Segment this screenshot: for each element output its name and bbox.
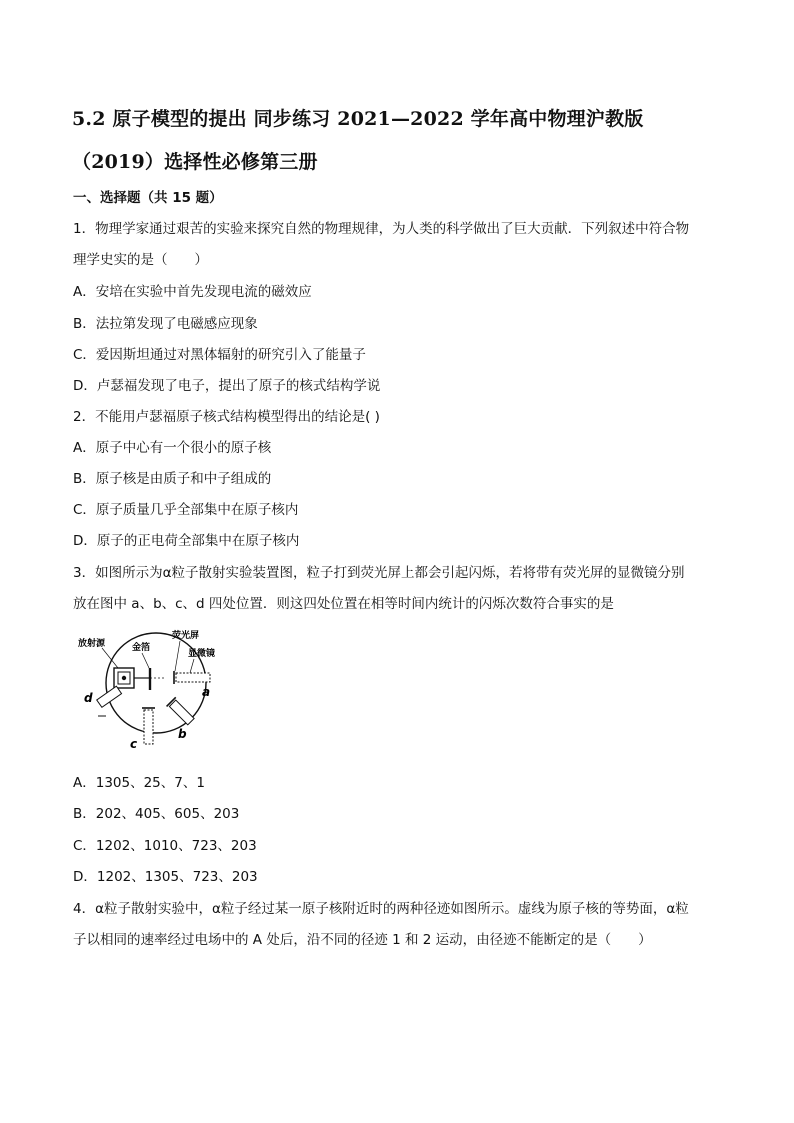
position-letter-c: c	[130, 737, 138, 750]
q2-option-b: B．原子核是由质子和中子组成的	[73, 471, 272, 487]
microscope-leader-line	[190, 659, 194, 673]
q1-option-b: B．法拉第发现了电磁感应现象	[73, 316, 258, 332]
document-title-line-2: （2019）选择性必修第三册	[72, 151, 318, 173]
microscope-a	[176, 673, 210, 682]
q3-option-c: C．1202、1010、723、203	[73, 838, 257, 854]
q2-option-a: A．原子中心有一个很小的原子核	[73, 440, 272, 456]
alpha-scattering-apparatus-figure	[76, 628, 236, 750]
screen-leader-line	[175, 641, 180, 671]
foil-leader-line	[142, 653, 149, 668]
q2-option-c: C．原子质量几乎全部集中在原子核内	[73, 502, 299, 518]
q3-option-d: D．1202、1305、723、203	[73, 869, 258, 885]
q1-stem-line-1: 1．物理学家通过艰苦的实验来探究自然的物理规律，为人类的科学做出了巨大贡献．下列叙述中符合物	[73, 221, 690, 237]
position-letter-a: a	[202, 685, 211, 699]
q2-option-d: D．原子的正电荷全部集中在原子核内	[73, 533, 300, 549]
q4-stem-line-2: 子以相同的速率经过电场中的 A 处后，沿不同的径迹 1 和 2 运动，由径迹不能断定的是（ ）	[73, 932, 652, 948]
q3-stem-line-2: 放在图中 a、b、c、d 四处位置．则这四处位置在相等时间内统计的闪烁次数符合事实的是	[73, 596, 614, 612]
q3-stem-line-1: 3．如图所示为α粒子散射实验装置图，粒子打到荧光屏上都会引起闪烁，若将带有荧光屏的显微镜分别	[73, 565, 685, 581]
label-fluorescent-screen: 荧光屏	[172, 631, 200, 641]
q1-option-a: A．安培在实验中首先发现电流的磁效应	[73, 284, 312, 300]
q3-option-b: B．202、405、605、203	[73, 806, 240, 822]
radioactive-source-dot	[122, 676, 126, 680]
label-radioactive-source: 放射源	[78, 639, 106, 649]
microscope-d	[97, 686, 122, 707]
q1-option-c: C．爱因斯坦通过对黑体辐射的研究引入了能量子	[73, 347, 366, 363]
microscope-b	[167, 697, 196, 726]
label-microscope: 显微镜	[188, 649, 216, 659]
label-gold-foil: 金箔	[132, 643, 151, 653]
q1-stem-line-2: 理学史实的是（ ）	[73, 252, 208, 268]
position-letter-b: b	[178, 727, 187, 741]
q2-stem: 2．不能用卢瑟福原子核式结构模型得出的结论是( )	[73, 409, 380, 425]
section-heading: 一、选择题（共 15 题）	[73, 190, 223, 206]
document-title-line-1: 5.2 原子模型的提出 同步练习 2021—2022 学年高中物理沪教版	[72, 108, 644, 130]
q3-option-a: A．1305、25、7、1	[73, 775, 205, 791]
position-letter-d: d	[84, 691, 93, 705]
microscope-c	[144, 710, 153, 744]
q1-option-d: D．卢瑟福发现了电子，提出了原子的核式结构学说	[73, 378, 381, 394]
q4-stem-line-1: 4．α粒子散射实验中，α粒子经过某一原子核附近时的两种径迹如图所示。虚线为原子核的等势面，α粒	[73, 901, 689, 917]
